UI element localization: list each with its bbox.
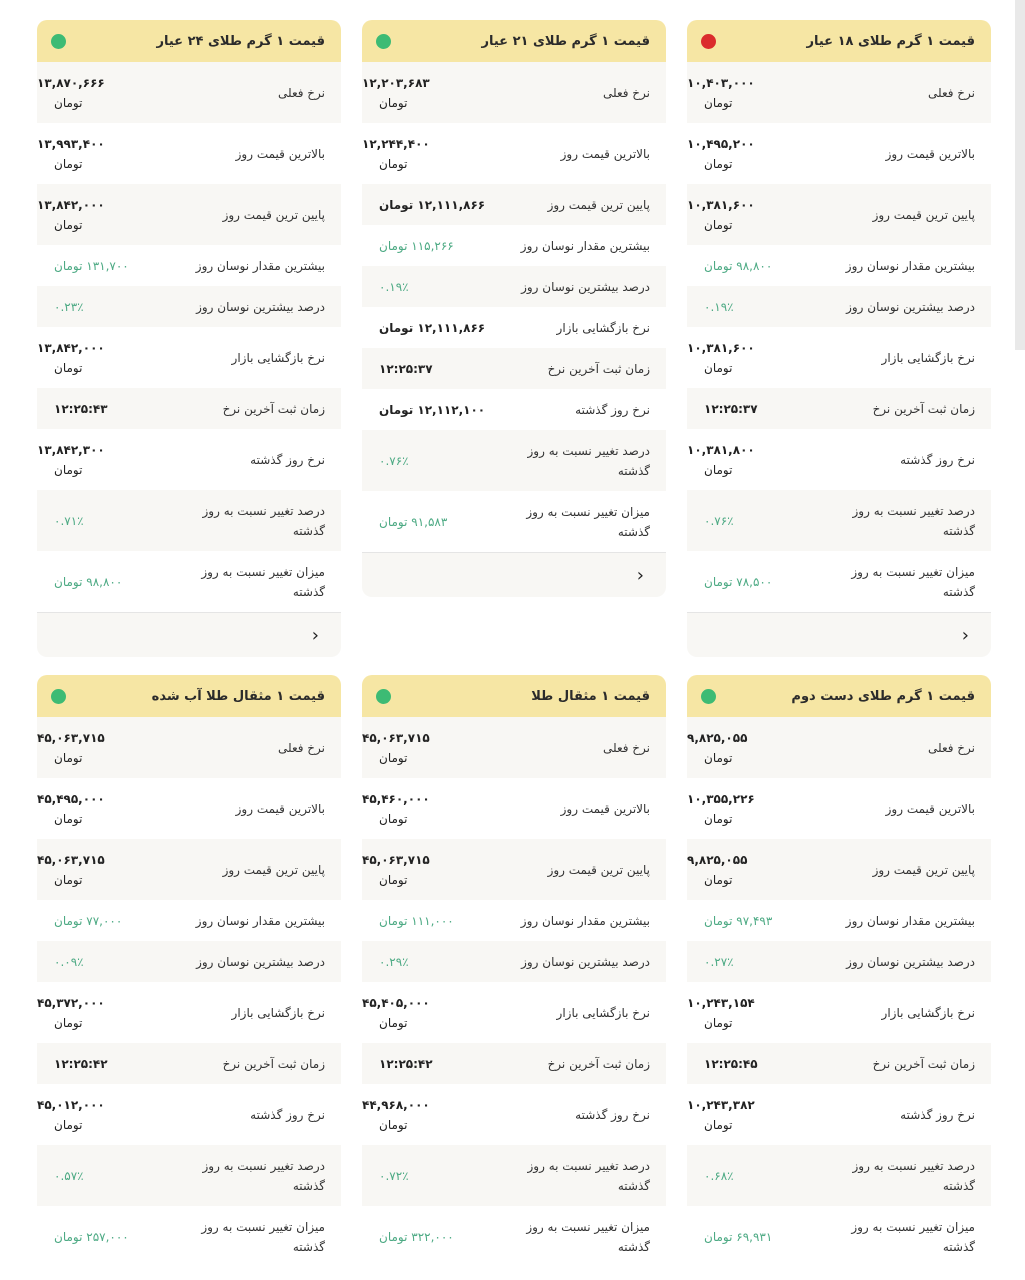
table-row	[37, 388, 341, 429]
card-expand-button[interactable]	[362, 552, 666, 597]
card-rows	[687, 717, 991, 1267]
value-unit: تومان	[704, 360, 733, 375]
chevron-left-icon: ‹	[636, 564, 644, 586]
row-value	[362, 134, 430, 174]
card-header	[37, 20, 341, 62]
row-label: بالاترین قیمت روز	[885, 146, 975, 161]
row-label: درصد تغییر نسبت به روز گذشته	[527, 1158, 650, 1193]
row-value: ۹۸,۸۰۰ تومان	[54, 574, 123, 589]
value-unit: تومان	[704, 95, 733, 110]
value-number: ۴۵,۰۱۲,۰۰۰	[37, 1097, 105, 1112]
row-label: نرخ بازگشایی بازار	[556, 320, 650, 335]
gold-price-cards	[35, 20, 991, 1267]
row-value	[687, 1095, 755, 1135]
row-label: درصد تغییر نسبت به روز گذشته	[202, 503, 325, 538]
value-number: ۱۰,۲۴۳,۱۵۴	[687, 995, 755, 1010]
status-up-dot-icon	[701, 689, 716, 704]
row-label: نرخ بازگشایی بازار	[231, 350, 325, 365]
row-value	[37, 195, 105, 235]
row-label: نرخ فعلی	[927, 740, 975, 755]
row-label: نرخ بازگشایی بازار	[231, 1005, 325, 1020]
table-row	[362, 1043, 666, 1084]
card-header	[362, 20, 666, 62]
row-value	[37, 1095, 105, 1135]
table-row	[362, 717, 666, 778]
table-row	[37, 1145, 341, 1206]
table-row	[362, 839, 666, 900]
status-up-dot-icon	[51, 34, 66, 49]
row-label: نرخ روز گذشته	[900, 1107, 975, 1122]
row-label: نرخ روز گذشته	[575, 402, 650, 417]
table-row	[687, 1206, 991, 1267]
table-row	[37, 327, 341, 388]
row-label: زمان ثبت آخرین نرخ	[872, 401, 975, 416]
row-value: ۰.۷۶٪	[379, 453, 409, 468]
card-header	[687, 20, 991, 62]
row-label: بالاترین قیمت روز	[235, 146, 325, 161]
row-label: پایین ترین قیمت روز	[872, 207, 975, 222]
row-value: ۰.۵۷٪	[54, 1168, 84, 1183]
row-value	[687, 195, 755, 235]
row-label: درصد بیشترین نوسان روز	[196, 299, 325, 314]
row-label: درصد تغییر نسبت به روز گذشته	[852, 503, 975, 538]
value-unit: تومان	[704, 217, 733, 232]
table-row	[37, 123, 341, 184]
card-expand-button[interactable]	[37, 612, 341, 657]
chevron-left-icon: ‹	[961, 624, 969, 646]
table-row	[37, 982, 341, 1043]
table-row	[37, 245, 341, 286]
row-value	[362, 993, 430, 1033]
table-row	[687, 388, 991, 429]
table-row	[37, 778, 341, 839]
value-number: ۴۵,۴۰۵,۰۰۰	[362, 995, 430, 1010]
card-title: قیمت ۱ مثقال طلا	[531, 688, 650, 704]
row-label: درصد تغییر نسبت به روز گذشته	[852, 1158, 975, 1193]
value-number: ۴۵,۰۶۳,۷۱۵	[37, 852, 105, 867]
value-number: ۱۳,۸۴۲,۳۰۰	[37, 442, 105, 457]
table-row	[362, 982, 666, 1043]
table-row	[37, 62, 341, 123]
value-number: ۴۵,۰۶۳,۷۱۵	[362, 852, 430, 867]
value-number: ۱۰,۳۸۱,۶۰۰	[687, 197, 755, 212]
row-label: میزان تغییر نسبت به روز گذشته	[201, 564, 325, 599]
value-number: ۱۰,۳۸۱,۶۰۰	[687, 340, 755, 355]
row-value: ۰.۷۶٪	[704, 513, 734, 528]
card-title: قیمت ۱ گرم طلای ۲۱ عیار	[481, 33, 650, 49]
row-label: بالاترین قیمت روز	[885, 801, 975, 816]
value-unit: تومان	[54, 750, 83, 765]
card-title: قیمت ۱ گرم طلای دست دوم	[791, 688, 975, 704]
row-value	[687, 134, 755, 174]
row-label: پایین ترین قیمت روز	[222, 207, 325, 222]
row-label: زمان ثبت آخرین نرخ	[222, 401, 325, 416]
row-value: ۰.۲۹٪	[379, 954, 409, 969]
row-value	[37, 789, 105, 829]
row-value: ۱۲:۲۵:۴۵	[704, 1056, 758, 1071]
table-row	[362, 348, 666, 389]
row-value: ۰.۰۹٪	[54, 954, 84, 969]
row-label: پایین ترین قیمت روز	[872, 862, 975, 877]
price-card	[687, 675, 991, 1267]
price-card	[362, 675, 666, 1267]
card-title: قیمت ۱ گرم طلای ۱۸ عیار	[806, 33, 975, 49]
card-rows	[37, 717, 341, 1267]
card-rows	[362, 717, 666, 1267]
table-row	[687, 551, 991, 612]
row-value	[687, 728, 747, 768]
row-value: ۱۱۵,۲۶۶ تومان	[379, 238, 454, 253]
table-row	[362, 1084, 666, 1145]
table-row	[687, 1145, 991, 1206]
row-label: بیشترین مقدار نوسان روز	[845, 258, 975, 273]
row-value: ۳۲۲,۰۰۰ تومان	[379, 1229, 454, 1244]
row-label: درصد بیشترین نوسان روز	[521, 954, 650, 969]
row-label: نرخ روز گذشته	[575, 1107, 650, 1122]
row-label: نرخ فعلی	[602, 740, 650, 755]
row-label: بیشترین مقدار نوسان روز	[520, 238, 650, 253]
table-row	[362, 184, 666, 225]
table-row	[37, 184, 341, 245]
card-title: قیمت ۱ گرم طلای ۲۴ عیار	[156, 33, 325, 49]
row-label: زمان ثبت آخرین نرخ	[547, 1056, 650, 1071]
value-number: ۹,۸۲۵,۰۵۵	[687, 852, 748, 867]
row-label: درصد بیشترین نوسان روز	[521, 279, 650, 294]
row-value: ۰.۲۷٪	[704, 954, 734, 969]
row-label: بالاترین قیمت روز	[560, 801, 650, 816]
value-number: ۱۲,۲۴۴,۴۰۰	[362, 136, 430, 151]
row-value	[37, 134, 105, 174]
row-value	[687, 73, 755, 113]
table-row	[687, 839, 991, 900]
row-value	[37, 338, 105, 378]
row-label: نرخ بازگشایی بازار	[881, 1005, 975, 1020]
row-value: ۹۷,۴۹۳ تومان	[704, 913, 773, 928]
value-number: ۱۳,۸۴۲,۰۰۰	[37, 340, 105, 355]
status-up-dot-icon	[376, 34, 391, 49]
row-label: نرخ بازگشایی بازار	[881, 350, 975, 365]
table-row	[687, 982, 991, 1043]
row-label: درصد تغییر نسبت به روز گذشته	[202, 1158, 325, 1193]
price-card	[362, 20, 666, 597]
row-value	[362, 850, 430, 890]
row-value	[37, 73, 105, 113]
row-label: نرخ روز گذشته	[900, 452, 975, 467]
table-row	[362, 430, 666, 491]
value-number: ۴۴,۹۶۸,۰۰۰	[362, 1097, 430, 1112]
table-row	[687, 900, 991, 941]
row-label: میزان تغییر نسبت به روز گذشته	[851, 564, 975, 599]
table-row	[37, 490, 341, 551]
card-rows	[37, 62, 341, 612]
row-label: درصد تغییر نسبت به روز گذشته	[527, 443, 650, 478]
row-value: ۷۷,۰۰۰ تومان	[54, 913, 123, 928]
row-value: ۹۸,۸۰۰ تومان	[704, 258, 773, 273]
value-unit: تومان	[54, 360, 83, 375]
row-label: درصد بیشترین نوسان روز	[846, 954, 975, 969]
table-row	[362, 1145, 666, 1206]
row-value: ۱۲:۲۵:۴۲	[54, 1056, 108, 1071]
row-value: ۱۳۱,۷۰۰ تومان	[54, 258, 129, 273]
value-number: ۱۲,۲۰۳,۶۸۳	[362, 75, 430, 90]
row-label: زمان ثبت آخرین نرخ	[547, 361, 650, 376]
table-row	[37, 717, 341, 778]
row-value	[362, 1095, 430, 1135]
value-number: ۱۳,۸۴۲,۰۰۰	[37, 197, 105, 212]
row-value: ۱۲:۲۵:۴۲	[379, 1056, 433, 1071]
table-row	[687, 941, 991, 982]
row-value	[362, 789, 430, 829]
value-unit: تومان	[704, 1117, 733, 1132]
table-row	[362, 307, 666, 348]
table-row	[687, 327, 991, 388]
row-value	[687, 338, 755, 378]
value-unit: تومان	[704, 462, 733, 477]
row-label: زمان ثبت آخرین نرخ	[872, 1056, 975, 1071]
value-unit: تومان	[704, 156, 733, 171]
value-number: ۱۰,۴۹۵,۲۰۰	[687, 136, 755, 151]
row-label: بیشترین مقدار نوسان روز	[195, 913, 325, 928]
value-unit: تومان	[704, 750, 733, 765]
row-value	[362, 728, 430, 768]
row-value: ۱۱۱,۰۰۰ تومان	[379, 913, 454, 928]
table-row	[687, 778, 991, 839]
row-value: ۰.۱۹٪	[704, 299, 734, 314]
row-value: ۱۲:۲۵:۴۳	[54, 401, 108, 416]
price-card	[37, 675, 341, 1267]
row-value: ۱۲,۱۱۱,۸۶۶ تومان	[379, 320, 486, 335]
row-value	[687, 993, 755, 1033]
row-value: ۱۲:۲۵:۳۷	[704, 401, 758, 416]
value-unit: تومان	[379, 1015, 408, 1030]
table-row	[37, 551, 341, 612]
card-rows	[362, 62, 666, 552]
row-value	[37, 440, 105, 480]
value-number: ۴۵,۴۹۵,۰۰۰	[37, 791, 105, 806]
row-value: ۲۵۷,۰۰۰ تومان	[54, 1229, 129, 1244]
row-label: میزان تغییر نسبت به روز گذشته	[201, 1219, 325, 1254]
table-row	[362, 266, 666, 307]
table-row	[37, 1084, 341, 1145]
row-label: نرخ فعلی	[927, 85, 975, 100]
table-row	[37, 286, 341, 327]
value-number: ۱۰,۲۴۳,۳۸۲	[687, 1097, 755, 1112]
row-value	[687, 850, 747, 890]
table-row	[687, 717, 991, 778]
row-label: بالاترین قیمت روز	[560, 146, 650, 161]
row-value	[687, 440, 755, 480]
table-row	[362, 389, 666, 430]
row-value	[37, 850, 105, 890]
table-row	[37, 900, 341, 941]
table-row	[37, 429, 341, 490]
status-down-dot-icon	[701, 34, 716, 49]
value-unit: تومان	[704, 872, 733, 887]
table-row	[687, 245, 991, 286]
row-label: نرخ روز گذشته	[250, 452, 325, 467]
table-row	[687, 62, 991, 123]
value-number: ۱۳,۸۷۰,۶۶۶	[37, 75, 105, 90]
value-unit: تومان	[54, 95, 83, 110]
value-unit: تومان	[379, 95, 408, 110]
table-row	[362, 62, 666, 123]
table-row	[37, 1206, 341, 1267]
table-row	[362, 491, 666, 552]
row-label: نرخ روز گذشته	[250, 1107, 325, 1122]
row-label: میزان تغییر نسبت به روز گذشته	[526, 504, 650, 539]
row-value: ۱۲:۲۵:۳۷	[379, 361, 433, 376]
value-number: ۴۵,۴۶۰,۰۰۰	[362, 791, 430, 806]
scrollbar[interactable]	[1015, 0, 1025, 350]
row-label: نرخ فعلی	[602, 85, 650, 100]
table-row	[687, 429, 991, 490]
table-row	[362, 225, 666, 266]
value-unit: تومان	[54, 1015, 83, 1030]
card-header	[362, 675, 666, 717]
value-unit: تومان	[54, 462, 83, 477]
table-row	[37, 839, 341, 900]
value-unit: تومان	[379, 1117, 408, 1132]
value-number: ۱۰,۴۰۳,۰۰۰	[687, 75, 755, 90]
row-label: میزان تغییر نسبت به روز گذشته	[526, 1219, 650, 1254]
value-unit: تومان	[379, 872, 408, 887]
card-expand-button[interactable]	[687, 612, 991, 657]
card-header	[37, 675, 341, 717]
card-title: قیمت ۱ مثقال طلا آب شده	[151, 688, 325, 704]
value-number: ۹,۸۲۵,۰۵۵	[687, 730, 748, 745]
row-value: ۰.۱۹٪	[379, 279, 409, 294]
value-unit: تومان	[704, 1015, 733, 1030]
row-label: پایین ترین قیمت روز	[222, 862, 325, 877]
value-unit: تومان	[379, 156, 408, 171]
value-number: ۱۰,۳۸۱,۸۰۰	[687, 442, 755, 457]
table-row	[687, 184, 991, 245]
row-label: میزان تغییر نسبت به روز گذشته	[851, 1219, 975, 1254]
row-value	[362, 73, 430, 113]
row-label: بیشترین مقدار نوسان روز	[845, 913, 975, 928]
table-row	[362, 778, 666, 839]
table-row	[362, 1206, 666, 1267]
value-unit: تومان	[54, 872, 83, 887]
value-unit: تومان	[54, 1117, 83, 1132]
value-unit: تومان	[704, 811, 733, 826]
row-value: ۶۹,۹۳۱ تومان	[704, 1229, 773, 1244]
row-value: ۱۲,۱۱۱,۸۶۶ تومان	[379, 197, 486, 212]
row-label: بیشترین مقدار نوسان روز	[520, 913, 650, 928]
row-value: ۹۱,۵۸۳ تومان	[379, 514, 448, 529]
table-row	[362, 941, 666, 982]
card-header	[687, 675, 991, 717]
row-label: زمان ثبت آخرین نرخ	[222, 1056, 325, 1071]
value-number: ۴۵,۳۷۲,۰۰۰	[37, 995, 105, 1010]
card-rows	[687, 62, 991, 612]
row-label: نرخ بازگشایی بازار	[556, 1005, 650, 1020]
row-value: ۷۸,۵۰۰ تومان	[704, 574, 773, 589]
table-row	[37, 1043, 341, 1084]
status-up-dot-icon	[51, 689, 66, 704]
value-unit: تومان	[379, 750, 408, 765]
value-unit: تومان	[54, 156, 83, 171]
row-value: ۰.۶۸٪	[704, 1168, 734, 1183]
value-number: ۱۳,۹۹۳,۴۰۰	[37, 136, 105, 151]
table-row	[362, 123, 666, 184]
table-row	[687, 490, 991, 551]
row-label: نرخ فعلی	[277, 740, 325, 755]
table-row	[687, 123, 991, 184]
price-card	[37, 20, 341, 657]
table-row	[687, 286, 991, 327]
value-number: ۱۰,۳۵۵,۲۲۶	[687, 791, 755, 806]
row-label: نرخ فعلی	[277, 85, 325, 100]
row-value: ۰.۷۱٪	[54, 513, 84, 528]
value-number: ۴۵,۰۶۳,۷۱۵	[37, 730, 105, 745]
value-unit: تومان	[379, 811, 408, 826]
row-label: بالاترین قیمت روز	[235, 801, 325, 816]
row-value	[37, 728, 105, 768]
row-value: ۰.۲۳٪	[54, 299, 84, 314]
value-unit: تومان	[54, 811, 83, 826]
value-unit: تومان	[54, 217, 83, 232]
row-label: پایین ترین قیمت روز	[547, 862, 650, 877]
price-card	[687, 20, 991, 657]
chevron-left-icon: ‹	[311, 624, 319, 646]
status-up-dot-icon	[376, 689, 391, 704]
row-label: درصد بیشترین نوسان روز	[846, 299, 975, 314]
row-value	[687, 789, 755, 829]
row-label: پایین ترین قیمت روز	[547, 197, 650, 212]
row-value: ۰.۷۲٪	[379, 1168, 409, 1183]
table-row	[687, 1084, 991, 1145]
table-row	[687, 1043, 991, 1084]
row-label: بیشترین مقدار نوسان روز	[195, 258, 325, 273]
value-number: ۴۵,۰۶۳,۷۱۵	[362, 730, 430, 745]
table-row	[37, 941, 341, 982]
row-value: ۱۲,۱۱۲,۱۰۰ تومان	[379, 402, 486, 417]
row-label: درصد بیشترین نوسان روز	[196, 954, 325, 969]
row-value	[37, 993, 105, 1033]
table-row	[362, 900, 666, 941]
